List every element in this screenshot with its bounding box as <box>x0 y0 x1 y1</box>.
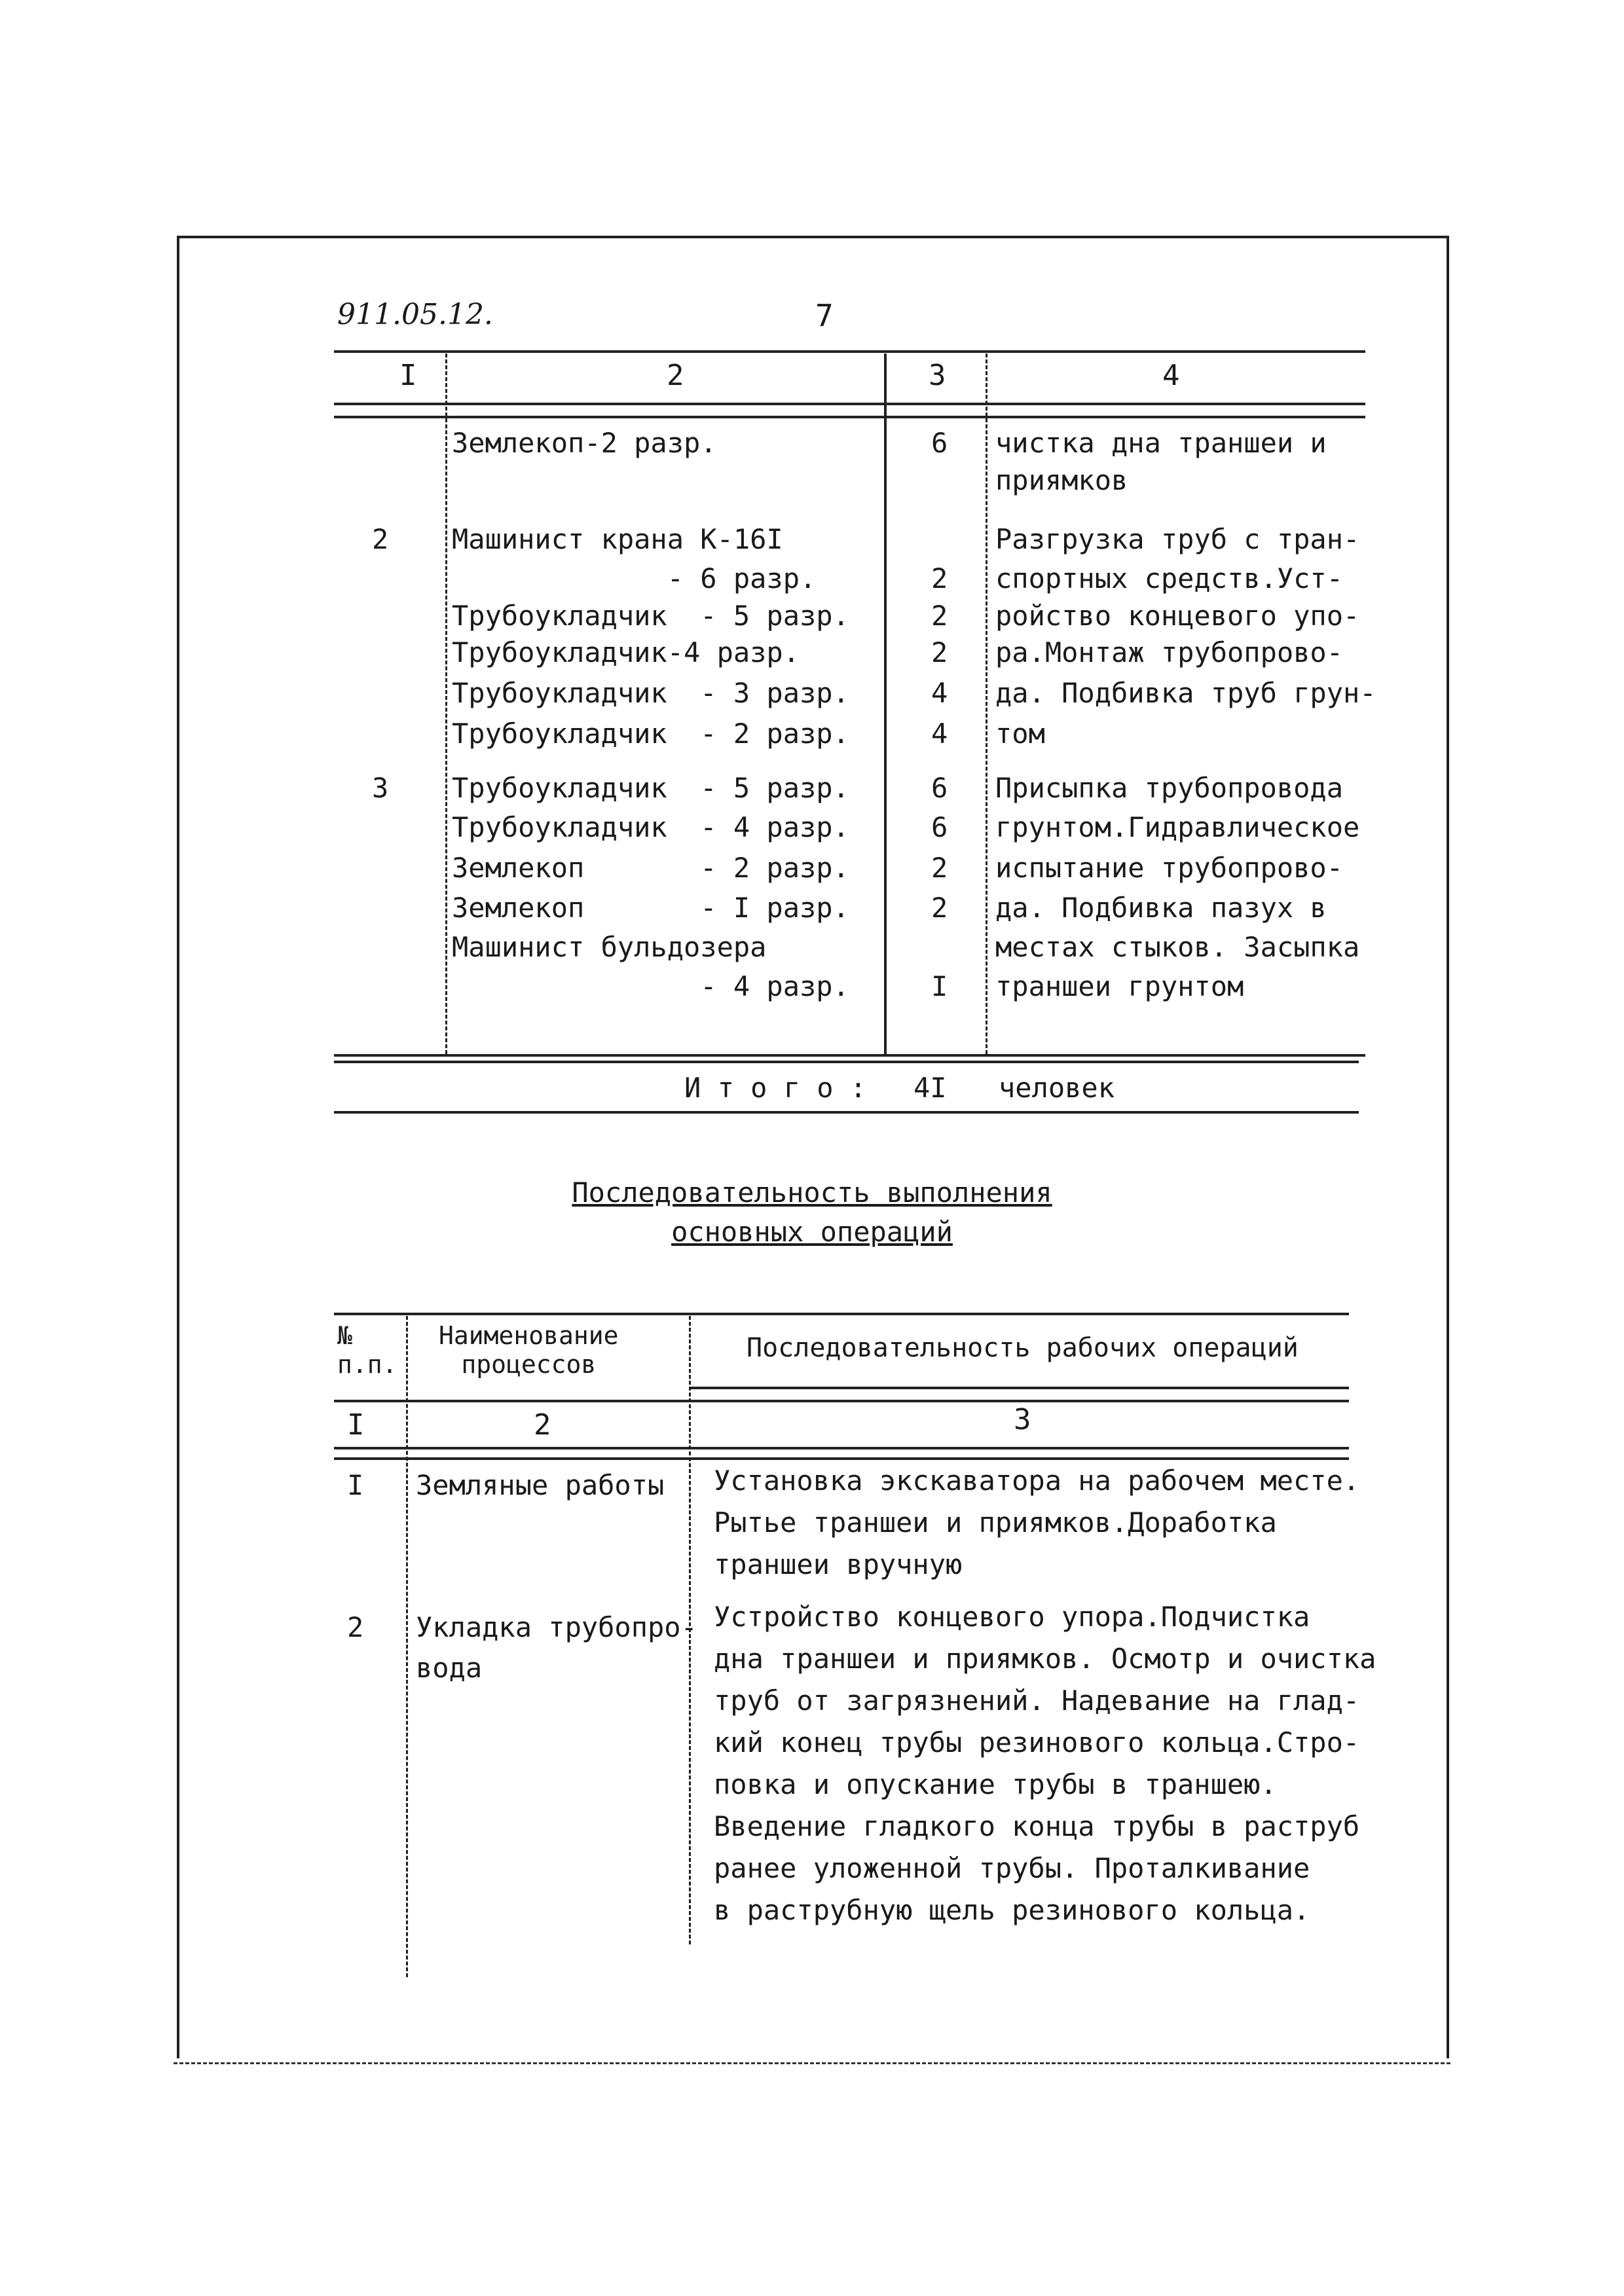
table1-row3-count-3: 2 <box>931 852 948 884</box>
table1-row1-op-1: чистка дна траншеи и <box>995 427 1327 459</box>
table1-row3-worker-6: - 4 разр. <box>452 970 849 1002</box>
document-number: 911.05.12. <box>337 298 493 331</box>
total-unit: человек <box>999 1072 1115 1104</box>
table1-row2-op-2: спортных средств.Уст- <box>995 562 1344 594</box>
table1-col-header-4: 4 <box>1162 359 1180 392</box>
table1-col-header-2: 2 <box>667 359 684 392</box>
table1-row3-op-2: грунтом.Гидравлическое <box>995 811 1360 843</box>
table2-body-rule <box>334 1447 1349 1449</box>
table2-header-rule <box>691 1387 1349 1389</box>
table2-top-rule <box>334 1313 1349 1315</box>
table1-row3-count-2: 6 <box>931 811 948 843</box>
table1-row2-op-1: Разгрузка труб с тран- <box>995 523 1360 555</box>
table1-header-rule <box>334 403 1365 405</box>
section-title-line-1: Последовательность выполнения <box>572 1176 1052 1209</box>
table1-col-header-1: I <box>399 359 417 392</box>
table2-col-header-2: 2 <box>534 1408 551 1442</box>
table1-row2-worker-5: Трубоукладчик - 3 разр. <box>452 677 849 709</box>
table1-row3-op-5: местах стыков. Засыпка <box>995 931 1360 963</box>
table2-header-no: № п.п. <box>337 1321 397 1379</box>
table1-row2-count-6: 4 <box>931 718 948 750</box>
table1-row3-no: 3 <box>372 772 389 804</box>
table1-row3-worker-2: Трубоукладчик - 4 разр. <box>452 811 849 843</box>
table1-row2-worker-3: Трубоукладчик - 5 разр. <box>452 600 849 632</box>
table1-row1-worker-1: Землекоп-2 разр. <box>452 427 717 459</box>
page-number: 7 <box>815 298 834 333</box>
table1-row2-worker-4: Трубоукладчик-4 разр. <box>452 636 800 668</box>
table2-header-seq: Последовательность рабочих операций <box>747 1333 1299 1363</box>
table1-row1-count-1: 6 <box>931 427 948 459</box>
bottom-rule <box>174 2062 1450 2064</box>
table2-row2-name: Укладка трубопро- вода <box>416 1611 697 1684</box>
table2-row2-seq: Устройство концевого упора.Подчистка дна траншеи и приямков. Осмотр и очистка труб от загрязнений. Надевание на глад- кий конец трубы резинового кольца.Стро- повка и опускание трубы в траншею. Введение гладкого конца трубы в раструб ранее уложенной трубы. Проталкивание в раструбную щель резинового кольца. <box>714 1601 1376 1926</box>
total-label: И т о г о : <box>684 1072 867 1104</box>
table1-row2-count-5: 4 <box>931 677 948 709</box>
table1-col-header-3: 3 <box>929 359 946 392</box>
table1-row2-op-3: ройство концевого упо- <box>995 600 1360 632</box>
table2-header-name: Наименование процессов <box>439 1321 619 1379</box>
table1-col-divider-2 <box>884 354 887 1054</box>
table1-row3-op-6: траншеи грунтом <box>995 970 1244 1002</box>
table1-col-divider-3 <box>986 354 987 1054</box>
table1-row2-count-4: 2 <box>931 636 948 668</box>
table1-row2-count-2: 2 <box>931 562 948 594</box>
table1-row3-count-4: 2 <box>931 892 948 924</box>
table2-row2-no: 2 <box>347 1611 364 1643</box>
table1-row2-worker-1: Машинист крана К-16I <box>452 523 783 555</box>
table2-col-header-3: 3 <box>1014 1403 1031 1436</box>
table1-header-rule-2 <box>334 416 1365 418</box>
table2-row1-name: Земляные работы <box>416 1469 665 1501</box>
total-top-rule <box>334 1061 1359 1063</box>
table1-row2-op-4: ра.Монтаж трубопрово- <box>995 636 1344 668</box>
table1-row2-worker-2: - 6 разр. <box>452 562 817 594</box>
table1-row3-op-3: испытание трубопрово- <box>995 852 1344 884</box>
table1-row2-op-5: да. Подбивка труб грун- <box>995 677 1376 709</box>
table2-subheader-rule <box>334 1400 1349 1402</box>
table1-row3-count-6: I <box>931 970 948 1002</box>
table2-row1-no: I <box>347 1469 364 1501</box>
table1-row3-worker-5: Машинист бульдозера <box>452 931 767 963</box>
total-value: 4I <box>913 1072 947 1104</box>
table1-row2-count-3: 2 <box>931 600 948 632</box>
table1-row3-worker-3: Землекоп - 2 разр. <box>452 852 849 884</box>
table1-row3-op-1: Присыпка трубопровода <box>995 772 1344 804</box>
table1-row3-count-1: 6 <box>931 772 948 804</box>
section-title-line-2: основных операций <box>671 1216 953 1248</box>
table1-row3-worker-4: Землекоп - I разр. <box>452 892 849 924</box>
total-bottom-rule <box>334 1111 1359 1114</box>
table1-bottom-rule <box>334 1054 1365 1057</box>
table1-row1-op-2: приямков <box>995 464 1128 496</box>
table1-row2-no: 2 <box>372 523 389 555</box>
table2-col-header-1: I <box>347 1408 365 1442</box>
table1-top-rule <box>334 350 1365 353</box>
table2-col-divider-1 <box>406 1316 408 1977</box>
table1-col-divider-1 <box>445 354 447 1054</box>
table1-row3-op-4: да. Подбивка пазух в <box>995 892 1327 924</box>
table1-row3-worker-1: Трубоукладчик - 5 разр. <box>452 772 849 804</box>
table1-row2-worker-6: Трубоукладчик - 2 разр. <box>452 718 849 750</box>
table1-row2-op-6: том <box>995 718 1045 750</box>
table2-row1-seq: Установка экскаватора на рабочем месте. Рытье траншеи и приямков.Доработка траншеи вручную <box>714 1465 1360 1580</box>
